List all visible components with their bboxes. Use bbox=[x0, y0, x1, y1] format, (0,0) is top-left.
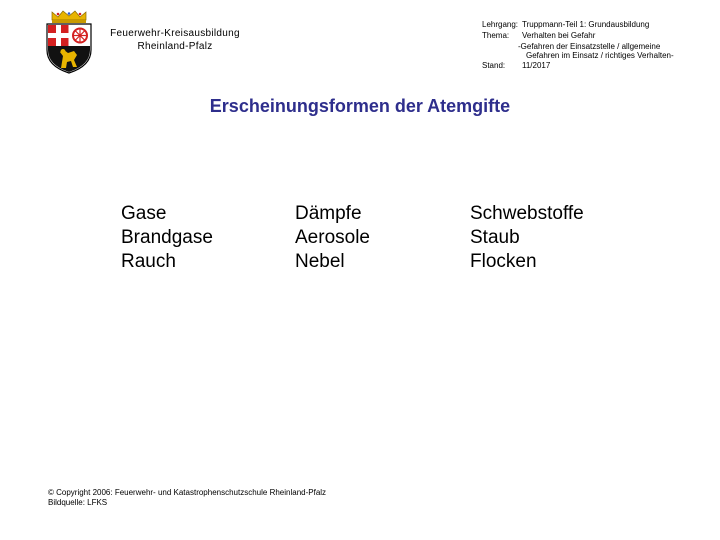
list-item: Aerosole bbox=[295, 227, 370, 248]
list-item: Gase bbox=[121, 203, 167, 224]
list-item: Flocken bbox=[470, 251, 537, 272]
lehrgang-value: Truppmann-Teil 1: Grundausbildung bbox=[522, 20, 650, 29]
stand-value: 11/2017 bbox=[522, 61, 551, 70]
footer bbox=[48, 488, 326, 508]
list-item: Brandgase bbox=[121, 227, 213, 248]
lehrgang-row bbox=[482, 20, 650, 29]
thema-line-3: Gefahren im Einsatz / richtiges Verhalten- bbox=[526, 51, 674, 60]
list-item: Schwebstoffe bbox=[470, 203, 584, 224]
stand-label: Stand: bbox=[482, 61, 506, 70]
list-item: Staub bbox=[470, 227, 520, 248]
column-gases bbox=[121, 202, 213, 274]
organization-name bbox=[100, 27, 250, 53]
column-vapors bbox=[295, 202, 370, 274]
thema-line-2: -Gefahren der Einsatzstelle / allgemeine bbox=[518, 42, 661, 51]
page-title: Erscheinungsformen der Atemgifte bbox=[209, 96, 511, 116]
rheinland-pfalz-coat-of-arms-icon bbox=[44, 10, 94, 74]
image-source-text: Bildquelle: LFKS bbox=[48, 498, 108, 507]
lehrgang-label: Lehrgang: bbox=[482, 20, 519, 29]
organization-line-1: Feuerwehr-Kreisausbildung bbox=[110, 28, 240, 39]
stand-row bbox=[482, 61, 551, 70]
copyright-text: © Copyright 2006: Feuerwehr- und Katastrophenschutzschule Rheinland-Pfalz bbox=[48, 488, 327, 497]
list-item: Nebel bbox=[295, 251, 345, 272]
column-particles bbox=[470, 202, 584, 274]
organization-line-2: Rheinland-Pfalz bbox=[137, 41, 213, 52]
list-item: Dämpfe bbox=[295, 203, 362, 224]
thema-line-1: Verhalten bei Gefahr bbox=[522, 31, 596, 40]
thema-row bbox=[482, 31, 596, 40]
list-item: Rauch bbox=[121, 251, 176, 272]
thema-label: Thema: bbox=[482, 31, 510, 40]
